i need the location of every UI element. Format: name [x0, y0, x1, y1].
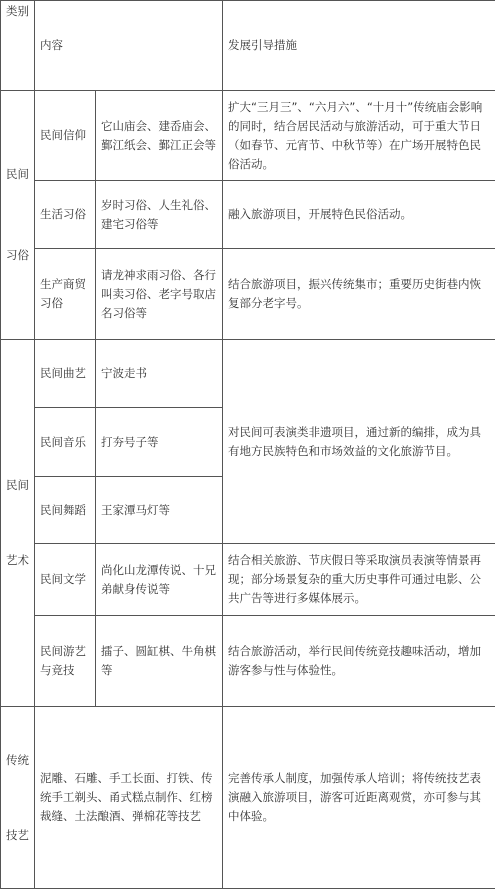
subcategory-cell: 生产商贸习俗 [35, 249, 96, 340]
subcategory-cell: 生活习俗 [35, 181, 96, 249]
category-folk-arts: 民间 艺术 [1, 340, 35, 707]
content-cell: 擂子、圆缸棋、牛角棋等 [96, 616, 223, 707]
table-row [1, 707, 495, 889]
table-row [1, 249, 495, 340]
content-cell: 宁波走书 [96, 340, 223, 408]
table-row [1, 616, 495, 707]
measure-cell: 对民间可表演类非遗项目，通过新的编排，成为具有地方民族特色和市场效益的文化旅游节目。 [223, 340, 495, 544]
measure-cell: 融入旅游项目，开展特色民俗活动。 [223, 181, 495, 249]
header-content: 内容 [35, 1, 223, 91]
table-row [1, 91, 495, 181]
subcategory-cell: 民间信仰 [35, 91, 96, 181]
subcategory-cell: 民间游艺与竞技 [35, 616, 96, 707]
content-cell: 打夯号子等 [96, 408, 223, 477]
table-header-row [1, 1, 495, 91]
content-cell: 岁时习俗、人生礼俗、建宅习俗等 [96, 181, 223, 249]
subcategory-cell: 民间音乐 [35, 408, 96, 477]
table-row [1, 340, 495, 408]
content-cell: 请龙神求雨习俗、各行叫卖习俗、老字号取店名习俗等 [96, 249, 223, 340]
measure-cell: 结合旅游项目，振兴传统集市；重要历史街巷内恢复部分老字号。 [223, 249, 495, 340]
subcategory-cell: 民间文学 [35, 544, 96, 616]
content-cell: 它山庙会、建岙庙会、鄞江纸会、鄞江正会等 [96, 91, 223, 181]
table-row [1, 181, 495, 249]
table-row [1, 544, 495, 616]
category-traditional-crafts: 传统 技艺 [1, 707, 35, 889]
measure-cell: 完善传承人制度，加强传承人培训；将传统技艺表演融入旅游项目，游客可近距离观赏，亦可参与其中体验。 [223, 707, 495, 889]
subcategory-cell: 民间舞蹈 [35, 477, 96, 544]
content-cell: 泥雕、石雕、手工长面、打铁、传统手工剃头、甬式糕点制作、红榜裁缝、土法酿酒、弹棉花等技艺 [35, 707, 223, 889]
measure-cell: 扩大“三月三”、“六月六”、“十月十”传统庙会影响的同时，结合居民活动与旅游活动，可于重大节日（如春节、元宵节、中秋节等）在广场开展特色民俗活动。 [223, 91, 495, 181]
header-measures: 发展引导措施 [223, 1, 495, 91]
content-cell: 王家潭马灯等 [96, 477, 223, 544]
header-category: 类别 [1, 1, 35, 91]
measure-cell: 结合相关旅游、节庆假日等采取演员表演等情景再现；部分场景复杂的重大历史事件可通过电影、公共广告等进行多媒体展示。 [223, 544, 495, 616]
subcategory-cell: 民间曲艺 [35, 340, 96, 408]
category-folk-customs: 民间 习俗 [1, 91, 35, 340]
measure-cell: 结合旅游活动，举行民间传统竞技趣味活动，增加游客参与性与体验性。 [223, 616, 495, 707]
content-cell: 尚化山龙潭传说、十兄弟献身传说等 [96, 544, 223, 616]
